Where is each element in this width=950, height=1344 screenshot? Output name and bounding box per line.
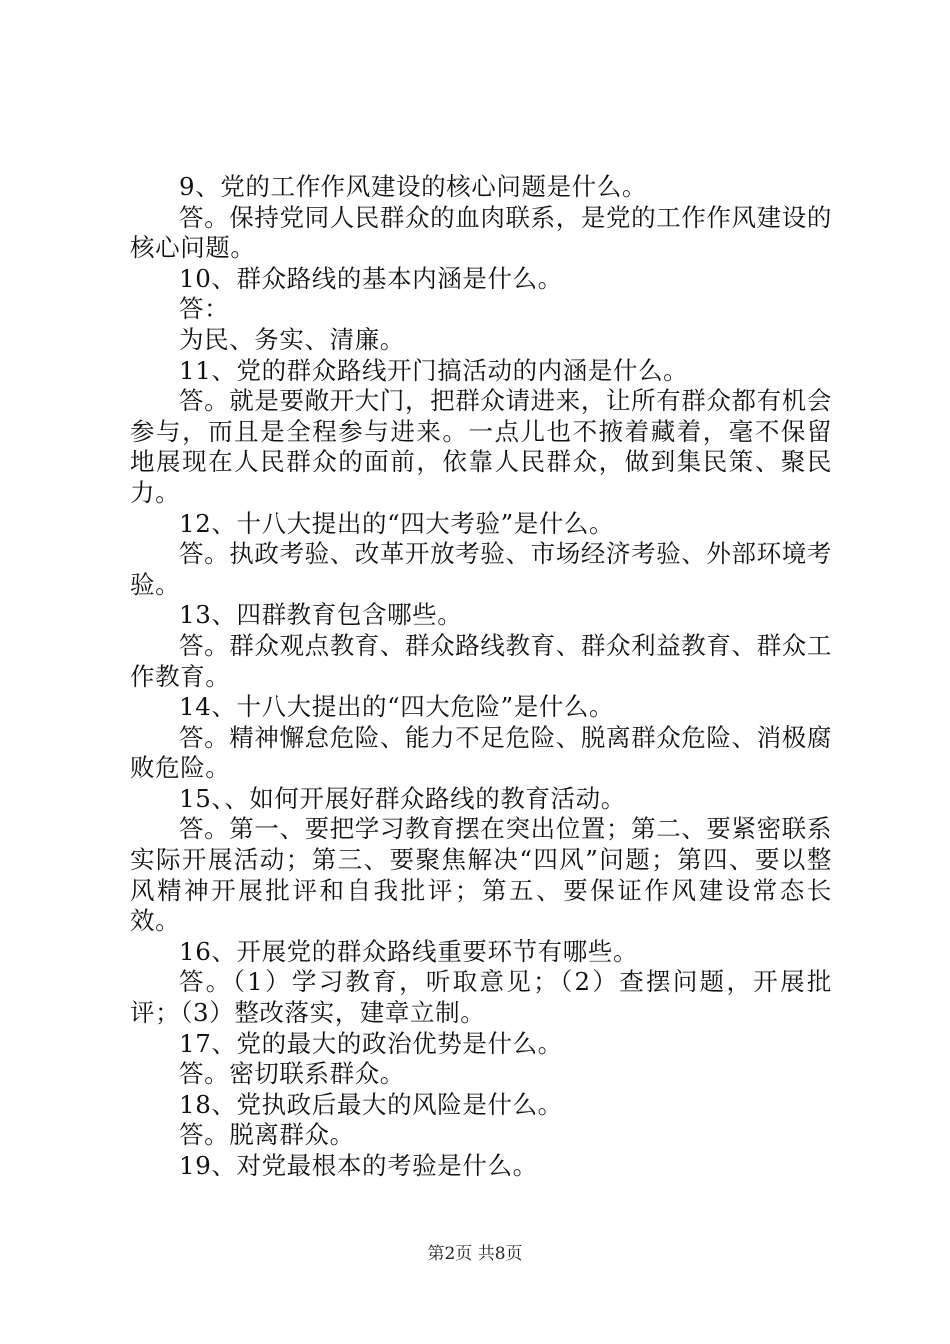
question-16: 16、开展党的群众路线重要环节有哪些。 (179, 936, 639, 966)
answer-15: 答。第一、要把学习教育摆在突出位置；第二、要紧密联系实际开展活动；第三、要聚焦解决“四风”问题；第四、要以整风精神开展批评和自我批评；第五、要保证作风建设常态长效。 (130, 814, 832, 936)
answer-10: 为民、务实、清廉。 (179, 324, 405, 354)
answer-13: 答。群众观点教育、群众路线教育、群众利益教育、群众工作教育。 (130, 630, 832, 691)
question-18: 18、党执政后最大的风险是什么。 (179, 1089, 563, 1119)
answer-18: 答。脱离群众。 (179, 1120, 355, 1150)
question-14: 14、十八大提出的“四大危险”是什么。 (179, 692, 615, 722)
question-9: 9、党的工作作风建设的核心问题是什么。 (179, 172, 647, 201)
question-17: 17、党的最大的政治优势是什么。 (179, 1028, 563, 1058)
answer-17: 答。密切联系群众。 (179, 1059, 405, 1089)
answer-16: 答。（1）学习教育，听取意见；（2）查摆问题，开展批评；（3）整改落实，建章立制。 (130, 967, 832, 1028)
question-12: 12、十八大提出的“四大考验”是什么。 (179, 508, 615, 538)
question-11: 11、党的群众路线开门搞活动的内涵是什么。 (179, 355, 689, 385)
answer-10-prefix: 答： (179, 294, 230, 324)
question-19: 19、对党最根本的考验是什么。 (179, 1151, 538, 1180)
answer-12: 答。执政考验、改革开放考验、市场经济考验、外部环境考验。 (130, 539, 832, 599)
document-body (130, 172, 832, 1182)
answer-9: 答。保持党同人民群众的血肉联系，是党的工作作风建设的核心问题。 (130, 202, 832, 263)
question-13: 13、四群教育包含哪些。 (179, 600, 463, 630)
page-footer (0, 1243, 950, 1265)
answer-11: 答。就是要敞开大门，把群众请进来，让所有群众都有机会参与，而且是全程参与进来。一点儿也不掖着藏着，毫不保留地展现在人民群众的面前，依靠人民群众，做到集民策、聚民力。 (130, 386, 832, 507)
question-10: 10、群众路线的基本内涵是什么。 (179, 263, 563, 293)
answer-14: 答。精神懈怠危险、能力不足危险、脱离群众危险、消极腐败危险。 (130, 722, 832, 783)
question-15: 15、、如何开展好群众路线的教育活动。 (179, 783, 626, 813)
page-number: 第2页 共8页 (427, 1244, 523, 1264)
